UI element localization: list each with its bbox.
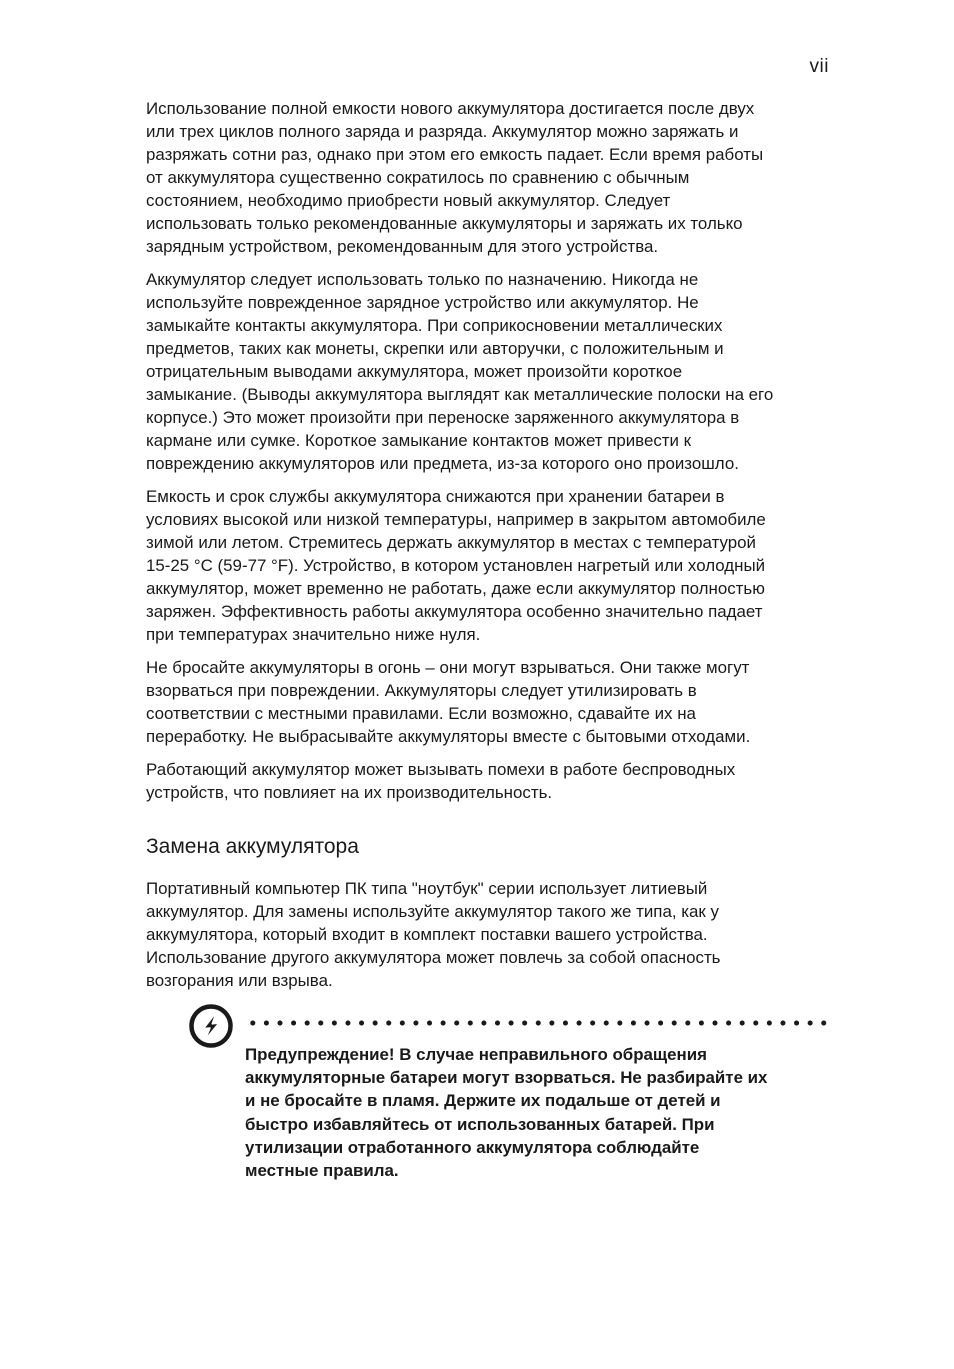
warning-line: и не бросайте в пламя. Держите их подальше от детей и <box>245 1091 721 1111</box>
text-line: замыкайте контакты аккумулятора. При соприкосновении металлических <box>146 316 723 335</box>
text-line: кармане или сумке. Короткое замыкание контактов может привести к <box>146 431 692 450</box>
paragraph-battery-usage <box>146 268 836 475</box>
text-line: или трех циклов полного заряда и разряда. Аккумулятор можно заряжать и <box>146 122 739 141</box>
text-line: при температурах значительно ниже нуля. <box>146 625 481 644</box>
text-line: условиях высокой или низкой температуры, например в закрытом автомобиле <box>146 510 766 529</box>
text-line: зарядным устройством, рекомендованным для этого устройства. <box>146 237 659 256</box>
warning-line: местные правила. <box>245 1161 399 1181</box>
text-line: Работающий аккумулятор может вызывать помехи в работе беспроводных <box>146 760 736 779</box>
paragraph-battery-replacement <box>146 877 836 992</box>
warning-line: Предупреждение! В случае неправильного обращения <box>245 1045 708 1064</box>
document-body <box>146 97 836 1002</box>
text-line: Емкость и срок службы аккумулятора снижаются при хранении батареи в <box>146 487 725 506</box>
text-line: возгорания или взрыва. <box>146 971 333 990</box>
text-line: Не бросайте аккумуляторы в огонь – они могут взрываться. Они также могут <box>146 658 750 677</box>
text-line: аккумулятор, может временно не работать, даже если аккумулятор полностью <box>146 579 765 598</box>
text-line: переработку. Не выбрасывайте аккумуляторы вместе с бытовыми отходами. <box>146 727 751 746</box>
text-line: заряжен. Эффективность работы аккумулятора особенно значительно падает <box>146 602 763 621</box>
paragraph-battery-interference <box>146 758 836 804</box>
text-line: Аккумулятор следует использовать только по назначению. Никогда не <box>146 270 699 289</box>
text-line: корпусе.) Это может произойти при переноске заряженного аккумулятора в <box>146 408 740 427</box>
text-line: Портативный компьютер ПК типа "ноутбук" серии использует литиевый <box>146 879 708 898</box>
dotted-divider <box>246 1020 830 1026</box>
text-line: взорваться при повреждении. Аккумуляторы следует утилизировать в <box>146 681 697 700</box>
text-line: состоянием, необходимо приобрести новый аккумулятор. Следует <box>146 191 671 210</box>
text-line: предметов, таких как монеты, скрепки или авторучки, с положительным и <box>146 339 724 358</box>
warning-line: аккумуляторные батареи могут взорваться. Не разбирайте их <box>245 1068 768 1088</box>
text-line: 15-25 °C (59-77 °F). Устройство, в котором установлен нагретый или холодный <box>146 556 766 575</box>
lightning-warning-icon <box>188 1003 234 1049</box>
section-heading: Замена аккумулятора <box>146 835 359 858</box>
page-number: vii <box>809 56 829 77</box>
text-line: соответствии с местными правилами. Если возможно, сдавайте их на <box>146 704 696 723</box>
text-line: Использование другого аккумулятора может повлечь за собой опасность <box>146 948 721 967</box>
text-line: устройств, что повлияет на их производительность. <box>146 783 553 802</box>
warning-line: быстро избавляйтесь от использованных батарей. При <box>245 1114 715 1134</box>
text-line: отрицательным выводами аккумулятора, может произойти короткое <box>146 362 683 381</box>
warning-line: утилизации отработанного аккумулятора соблюдайте <box>245 1137 700 1157</box>
text-line: использовать только рекомендованные аккумуляторы и заряжать их только <box>146 214 743 233</box>
text-line: от аккумулятора существенно сократилось по сравнению с обычным <box>146 168 690 187</box>
paragraph-battery-temperature <box>146 485 836 646</box>
text-line: замыкание. (Выводы аккумулятора выглядят как металлические полоски на его <box>146 385 774 404</box>
text-line: аккумулятор. Для замены используйте аккумулятор такого же типа, как у <box>146 902 719 921</box>
text-line: аккумулятора, который входит в комплект поставки вашего устройства. <box>146 925 708 944</box>
warning-text <box>245 1043 835 1182</box>
paragraph-battery-capacity <box>146 97 836 258</box>
text-line: используйте поврежденное зарядное устройство или аккумулятор. Не <box>146 293 699 312</box>
text-line: разряжать сотни раз, однако при этом его емкость падает. Если время работы <box>146 145 764 164</box>
paragraph-battery-disposal <box>146 656 836 748</box>
text-line: зимой или летом. Стремитесь держать аккумулятор в местах с температурой <box>146 533 756 552</box>
text-line: повреждению аккумуляторов или предмета, из-за которого оно произошло. <box>146 454 739 473</box>
text-line: Использование полной емкости нового аккумулятора достигается после двух <box>146 99 755 118</box>
